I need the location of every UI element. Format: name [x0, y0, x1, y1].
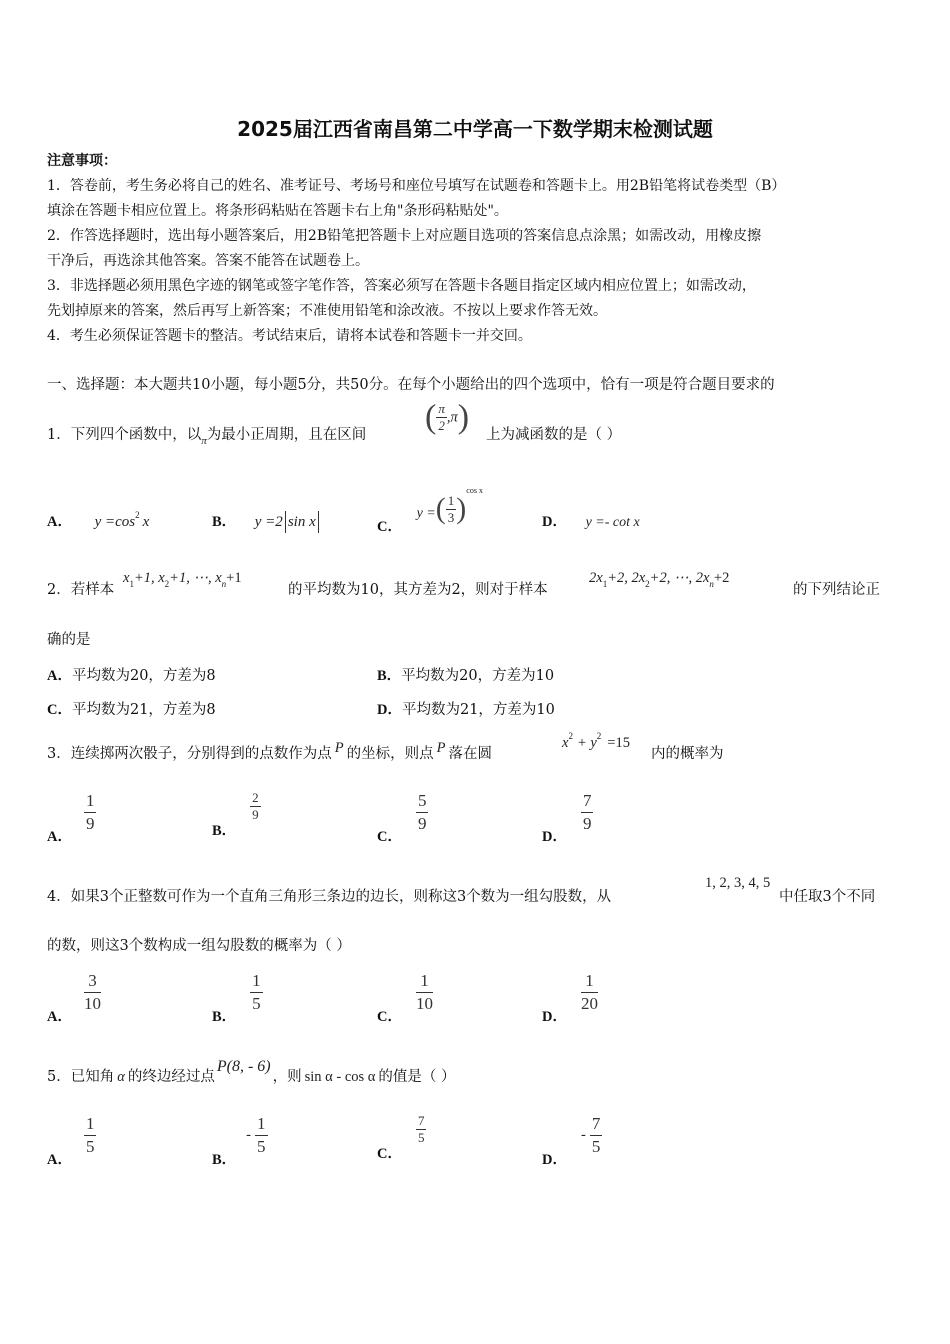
option-fraction — [581, 790, 594, 835]
question-text: 连续掷两次骰子，分别得到的点数作为点 — [70, 746, 332, 762]
question-text: 内的概率为 — [651, 746, 724, 762]
option-expression: y =2 — [254, 514, 283, 530]
option-d[interactable] — [377, 698, 555, 719]
fraction-numerator: 3 — [84, 970, 101, 993]
option-fraction — [84, 1113, 97, 1158]
fraction-denominator: 5 — [85, 1137, 95, 1156]
question-text: 的终边经过点 — [127, 1069, 215, 1085]
question-2 — [47, 580, 114, 600]
option-label: C． — [377, 519, 402, 535]
option-label: B． — [212, 822, 237, 839]
interval-expression — [425, 398, 470, 451]
minus-sign: - — [580, 1127, 586, 1143]
option-fraction — [590, 1113, 603, 1158]
question-text: 若样本 — [70, 582, 115, 598]
fraction-denominator: 5 — [257, 1137, 266, 1156]
fraction-numerator: 7 — [590, 1113, 603, 1136]
expression: +1 — [226, 570, 242, 586]
notice-line: 先划掉原来的答案，然后再写上新答案；不准使用铅笔和涂改液。不按以上要求作答无效。 — [47, 303, 607, 319]
option-label: D． — [542, 514, 567, 530]
subscript: n — [221, 579, 227, 589]
option-a[interactable] — [47, 790, 96, 845]
expression: +1, x — [133, 570, 165, 586]
expression: =15 — [607, 735, 630, 751]
fraction-denominator: 9 — [85, 814, 95, 833]
option-a[interactable] — [47, 664, 216, 685]
fraction-numerator: 1 — [581, 970, 598, 993]
exponent: cos x — [466, 486, 483, 495]
question-text: 的坐标，则点 — [346, 746, 434, 762]
fraction-denominator: 20 — [580, 994, 598, 1013]
option-c[interactable] — [47, 698, 216, 719]
option-b[interactable] — [212, 970, 263, 1025]
question-number: 1． — [47, 427, 71, 443]
point-p: P(8, - 6) — [216, 1058, 271, 1075]
question-text: 已知角 — [70, 1069, 115, 1085]
option-a[interactable] — [47, 1113, 96, 1168]
option-c[interactable] — [377, 790, 428, 845]
question-4 — [47, 887, 611, 907]
option-label: A． — [47, 1151, 72, 1168]
option-fraction — [416, 970, 433, 1015]
question-text: 的值是（ ） — [378, 1069, 456, 1085]
option-b[interactable] — [212, 1113, 268, 1168]
option-label: B． — [212, 1151, 237, 1168]
fraction-denominator: 5 — [417, 1130, 425, 1145]
option-d[interactable] — [542, 790, 593, 845]
question-text: 的下列结论正 — [793, 582, 880, 598]
trig-expression: sin α - cos α — [304, 1069, 376, 1085]
left-paren: ( — [425, 398, 437, 436]
subscript: n — [709, 579, 714, 589]
interval-end: ,π — [446, 409, 458, 426]
option-c[interactable] — [377, 970, 433, 1025]
option-fraction — [84, 790, 97, 835]
question-1 — [47, 425, 366, 446]
option-fraction — [446, 493, 457, 526]
option-fraction — [581, 970, 598, 1015]
number-set: 1, 2, 3, 4, 5 — [705, 875, 771, 891]
option-a[interactable] — [47, 510, 149, 531]
option-label: C． — [47, 702, 72, 718]
option-fraction — [250, 970, 263, 1015]
fraction-denominator: 9 — [252, 807, 259, 822]
notice-line: 1．答卷前，考生务必将自己的姓名、准考证号、考场号和座位号填写在试题卷和答题卡上。用2B铅笔将试卷类型（B） — [47, 178, 786, 194]
option-d[interactable] — [542, 970, 598, 1025]
option-d[interactable] — [542, 1113, 602, 1168]
fraction-numerator: 7 — [417, 1113, 425, 1128]
option-fraction — [416, 790, 429, 835]
fraction-numerator: 1 — [250, 970, 263, 993]
question-text: 的数，则这3个数构成一组勾股数的概率为（ ） — [47, 938, 351, 954]
expression: +1, ⋯, x — [169, 570, 222, 586]
abs-bar — [318, 511, 319, 533]
left-paren: ( — [435, 492, 446, 525]
fraction-numerator: 1 — [84, 790, 97, 813]
question-text: 的平均数为10，其方差为2，则对于样本 — [288, 582, 548, 598]
question-text: 上为减函数的是（ ） — [486, 427, 622, 443]
fraction-denominator: 9 — [582, 814, 592, 833]
exponent: 2 — [568, 731, 573, 741]
page-title: 2025届江西省南昌第二中学高一下数学期末检测试题 — [237, 117, 713, 141]
fraction-numerator: 1 — [255, 1113, 268, 1136]
point-p: P — [334, 740, 344, 756]
notice-line: 3．非选择题必须用黑色字迹的钢笔或签字笔作答，答案必须写在答题卡各题目指定区域内相应位置上；如需改动， — [47, 278, 756, 294]
option-b[interactable] — [212, 790, 261, 839]
interval-fraction — [436, 401, 447, 434]
option-label: B． — [212, 1008, 237, 1025]
option-fraction — [250, 790, 261, 823]
option-label: A． — [47, 828, 72, 845]
option-label: C． — [377, 1008, 402, 1025]
notice-heading: 注意事项： — [47, 153, 117, 169]
math-pi: π — [201, 435, 207, 447]
option-label: A． — [47, 514, 72, 530]
option-d[interactable] — [542, 510, 640, 531]
option-text: 平均数为20，方差为8 — [71, 668, 216, 684]
notice-line: 干净后，再选涂其他答案。答案不能答在试题卷上。 — [47, 253, 369, 269]
expression: +2, 2x — [607, 570, 646, 586]
subscript: 2 — [645, 579, 650, 589]
option-label: C． — [377, 828, 402, 845]
minus-sign: - — [246, 1127, 252, 1143]
fraction-denominator: 10 — [83, 994, 101, 1013]
variable: x — [123, 570, 130, 586]
option-text: 平均数为21，方差为8 — [71, 702, 216, 718]
subscript: 1 — [129, 579, 134, 589]
option-label: A． — [47, 1008, 72, 1025]
option-fraction — [416, 1113, 427, 1146]
question-text: 中任取3个不同 — [779, 889, 876, 905]
option-label: A． — [47, 668, 72, 684]
question-text: 下列四个函数中，以 — [70, 427, 202, 443]
exponent: 2 — [596, 731, 602, 741]
section-heading: 一、选择题：本大题共10小题，每小题5分，共50分。在每个小题给出的四个选项中，恰有一项是符合题目要求的 — [47, 377, 775, 393]
fraction-numerator: π — [438, 401, 445, 416]
question-5 — [47, 1058, 456, 1087]
option-fraction — [255, 1113, 268, 1158]
option-text: 平均数为21，方差为10 — [401, 702, 555, 718]
fraction-denominator: 2 — [438, 418, 445, 433]
option-label: D． — [542, 1151, 567, 1168]
option-label: D． — [377, 702, 402, 718]
fraction-denominator: 9 — [417, 814, 427, 833]
fraction-denominator: 3 — [447, 509, 455, 525]
expression: +2, ⋯, 2x — [649, 570, 710, 586]
fraction-numerator: 2 — [252, 790, 259, 805]
abs-bar — [285, 511, 286, 533]
question-number: 5． — [47, 1069, 71, 1085]
notice-line: 填涂在答题卡相应位置上。将条形码粘贴在答题卡右上角"条形码粘贴处"。 — [47, 203, 508, 219]
question-text: 如果3个正整数可作为一个直角三角形三条边的边长，则称这3个数为一组勾股数，从 — [70, 889, 612, 905]
right-paren: ) — [456, 492, 467, 525]
subscript: 1 — [602, 579, 608, 589]
expression: +2 — [713, 570, 730, 586]
point-p: P — [436, 740, 446, 756]
question-text: 确的是 — [47, 632, 91, 648]
option-b[interactable] — [212, 510, 321, 533]
fraction-numerator: 7 — [581, 790, 594, 813]
fraction-denominator: 5 — [591, 1137, 601, 1156]
option-expression: y =cos — [94, 514, 136, 530]
expression: + y — [576, 735, 597, 751]
sample-expression — [123, 568, 242, 589]
angle-alpha: α — [117, 1069, 125, 1085]
exponent: 2 — [135, 510, 140, 520]
question-number: 3． — [47, 746, 71, 762]
fraction-denominator: 10 — [415, 994, 433, 1013]
question-number: 2． — [47, 582, 71, 598]
option-b[interactable] — [377, 664, 554, 685]
sample-expression-2 — [589, 568, 729, 589]
notice-line: 4．考生必须保证答题卡的整洁。考试结束后，请将本试卷和答题卡一并交回。 — [47, 328, 532, 344]
question-3 — [47, 740, 492, 764]
subscript: 2 — [164, 579, 170, 589]
expression: 2x — [589, 570, 603, 586]
variable: x — [562, 735, 569, 751]
option-text: 平均数为20，方差为10 — [401, 668, 555, 684]
option-expression: y =- cot x — [585, 515, 640, 530]
fraction-numerator: 1 — [84, 1113, 97, 1136]
option-label: D． — [542, 1008, 567, 1025]
option-label: C． — [377, 1145, 402, 1162]
question-number: 4． — [47, 889, 71, 905]
option-label: B． — [212, 514, 237, 530]
option-c[interactable] — [377, 1113, 426, 1162]
question-text: ，则 — [272, 1069, 302, 1085]
option-expression: y = — [416, 506, 436, 521]
question-text: 落在圆 — [448, 746, 492, 762]
notice-line: 2．作答选择题时，选出每小题答案后，用2B铅笔把答题卡上对应题目选项的答案信息点涂黑；如需改动，用橡皮擦 — [47, 228, 762, 244]
fraction-numerator: 5 — [416, 790, 429, 813]
option-label: B． — [377, 668, 402, 684]
option-label: D． — [542, 828, 567, 845]
option-c[interactable] — [377, 488, 483, 538]
fraction-denominator: 5 — [252, 994, 261, 1013]
option-expression: sin x — [287, 514, 316, 530]
fraction-numerator: 1 — [447, 492, 455, 508]
circle-equation — [562, 733, 630, 754]
option-a[interactable] — [47, 970, 101, 1025]
variable: x — [142, 514, 150, 530]
question-text: 为最小正周期，且在区间 — [206, 427, 367, 443]
right-paren: ) — [457, 398, 470, 436]
fraction-numerator: 1 — [416, 970, 433, 993]
option-fraction — [84, 970, 101, 1015]
